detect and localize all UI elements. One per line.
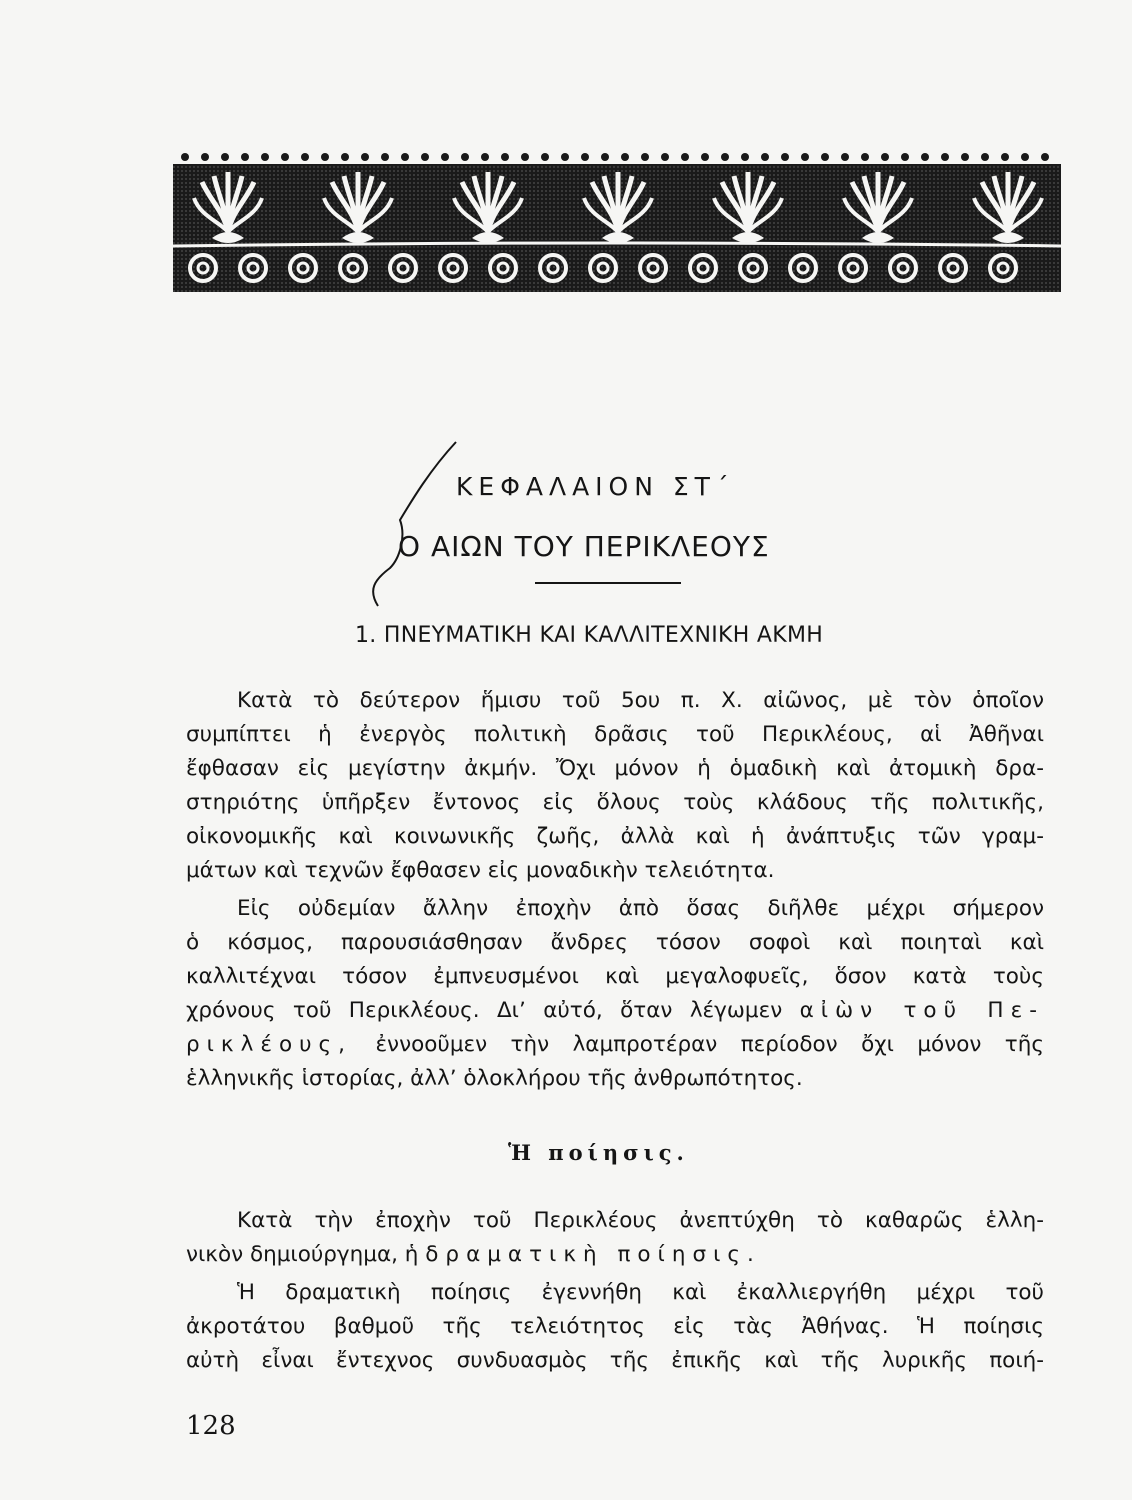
text-line: μάτων καὶ τεχνῶν ἔφθασεν εἰς μοναδικὴν τελειότητα. [186, 858, 775, 883]
emphasized-term: δραματικὴ ποίησις. [425, 1242, 761, 1267]
chapter-title: Ο ΑΙΩΝ ΤΟΥ ΠΕΡΙΚΛΕΟΥΣ [398, 530, 770, 563]
text-line [186, 1032, 1044, 1066]
text-line: ἔφθασαν εἰς μεγίστην ἀκμήν. Ὄχι μόνον ἡ ὁμαδικὴ καὶ ἀτομικὴ δρα- [186, 756, 1044, 781]
text-line: Κατὰ τὸ δεύτερον ἥμισυ τοῦ 5ου π. Χ. αἰῶνος, μὲ τὸν ὁποῖον [237, 688, 1044, 713]
page-number: 128 [186, 1411, 236, 1441]
chapter-label: ΚΕΦΑΛΑΙΟΝ ΣΤ΄ [456, 472, 735, 501]
text-line: στηριότης ὑπῆρξεν ἔντονος εἰς ὅλους τοὺς κλάδους τῆς πολιτικῆς, [186, 790, 1044, 815]
text-line: συμπίπτει ἡ ἐνεργὸς πολιτικὴ δρᾶσις τοῦ Περικλέους, αἱ Ἀθῆναι [186, 722, 1044, 747]
text-segment: χρόνους τοῦ Περικλέους. Διʼ αὐτό, ὅταν λέγωμεν [186, 998, 783, 1023]
ornamental-frieze [173, 150, 1061, 292]
text-line: Κατὰ τὴν ἐποχὴν τοῦ Περικλέους ἀνεπτύχθη τὸ καθαρῶς ἑλλη- [237, 1208, 1044, 1233]
emphasized-term: ρικλέους, [186, 1032, 352, 1057]
text-line: καλλιτέχναι τόσον ἐμπνευσμένοι καὶ μεγαλοφυεῖς, ὅσον κατὰ τοὺς [186, 964, 1044, 989]
text-line: Εἰς οὐδεμίαν ἄλλην ἐποχὴν ἀπὸ ὅσας διῆλθε μέχρι σήμερον [237, 896, 1044, 921]
text-segment: νικὸν δημιούργημα, ἡ [186, 1242, 419, 1267]
chapter-divider [535, 582, 681, 584]
text-line [186, 998, 1044, 1032]
section-heading: 1. ΠΝΕΥΜΑΤΙΚΗ ΚΑΙ ΚΑΛΛΙΤΕΧΝΙΚΗ ΑΚΜΗ [355, 623, 824, 648]
subheading-poetry: Ἡ ποίησις. [508, 1140, 689, 1165]
text-line [186, 1242, 1044, 1276]
text-line: Ἡ δραματικὴ ποίησις ἐγεννήθη καὶ ἐκαλλιεργήθη μέχρι τοῦ [237, 1280, 1044, 1305]
text-line: ὁ κόσμος, παρουσιάσθησαν ἄνδρες τόσον σοφοὶ καὶ ποιηταὶ καὶ [186, 930, 1044, 955]
text-line: αὐτὴ εἶναι ἔντεχνος συνδυασμὸς τῆς ἐπικῆς καὶ τῆς λυρικῆς ποιή- [186, 1348, 1044, 1373]
chapter-heading-block [360, 440, 840, 610]
text-line: ἑλληνικῆς ἱστορίας, ἀλλʼ ὁλοκλήρου τῆς ἀνθρωπότητος. [186, 1066, 803, 1091]
curly-bracket-ornament [360, 440, 460, 610]
text-segment: ἐννοοῦμεν τὴν λαμπροτέραν περίοδον ὄχι μόνον τῆς [375, 1032, 1044, 1057]
text-line: οἰκονομικῆς καὶ κοινωνικῆς ζωῆς, ἀλλὰ καὶ ἡ ἀνάπτυξις τῶν γραμ- [186, 824, 1044, 849]
emphasized-term: αἰὼν τοῦ Πε- [799, 998, 1044, 1023]
text-line: ἀκροτάτου βαθμοῦ τῆς τελειότητος εἰς τὰς Ἀθήνας. Ἡ ποίησις [186, 1314, 1044, 1339]
